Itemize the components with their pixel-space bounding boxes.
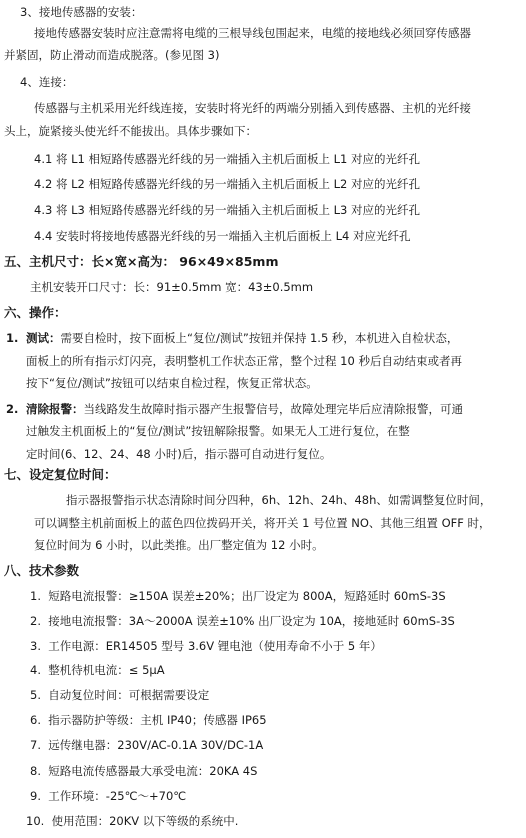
section-4-paragraph-line-2: 头上，旋紧接头使光纤不能拔出。具体步骤如下：	[4, 124, 257, 138]
spec-item	[30, 638, 382, 654]
test-number: 1.	[6, 331, 19, 345]
spec-text: 使用范围：20KV 以下等级的系统中.	[51, 814, 239, 828]
test-paragraph	[6, 330, 458, 346]
cutout-size-text: 主机安装开口尺寸：长：91±0.5mm 宽：43±0.5mm	[30, 280, 314, 294]
spec-number: 5.	[30, 688, 41, 702]
spec-text: 短路电流传感器最大承受电流：20KA 4S	[48, 764, 258, 778]
section-6-heading: 六、操作：	[4, 305, 67, 320]
spec-item	[30, 712, 267, 728]
spec-text: 指示器防护等级：主机 IP40；传感器 IP65	[48, 713, 267, 727]
spec-item	[30, 737, 263, 753]
spec-number: 3.	[30, 639, 41, 653]
spec-number: 10.	[26, 814, 45, 828]
section-8-heading: 八、技术参数	[4, 563, 80, 578]
spec-item	[30, 613, 455, 629]
spec-text: 整机待机电流：≤ 5μA	[48, 663, 165, 677]
spec-number: 8.	[30, 764, 41, 778]
connect-step: 4.1 将 L1 相短路传感器光纤线的另一端插入主机后面板上 L1 对应的光纤孔	[34, 152, 421, 166]
spec-item	[30, 763, 257, 779]
clear-alarm-text-line-1: 当线路发生故障时指示器产生报警信号，故障处理完毕后应清除报警，可通	[83, 402, 464, 416]
spec-text: 远传继电器：230V/AC-0.1A 30V/DC-1A	[48, 738, 264, 752]
test-label: 测试：	[26, 331, 61, 345]
section-4-paragraph-line-1: 传感器与主机采用光纤线连接，安装时将光纤的两端分别插入到传感器、主机的光纤接	[34, 101, 471, 115]
section-3-paragraph-line-1: 接地传感器安装时应注意需将电缆的三根导线包围起来，电缆的接地线必须回穿传感器	[34, 26, 471, 40]
reset-time-line-1: 指示器报警指示状态清除时间分四种，6h、12h、24h、48h、如需调整复位时间，	[66, 493, 492, 507]
section-5-heading: 五、主机尺寸：长×宽×高为： 96×49×85mm	[4, 254, 279, 269]
test-text-line-1: 需要自检时，按下面板上“复位/测试”按钮并保持 1.5 秒，本机进入自检状态，	[60, 331, 459, 345]
spec-text: 自动复位时间：可根据需要设定	[48, 688, 210, 702]
spec-number: 4.	[30, 663, 41, 677]
clear-alarm-number: 2.	[6, 402, 19, 416]
clear-alarm-text-line-3: 定时间(6、12、24、48 小时)后，指示器可自动进行复位。	[26, 447, 332, 461]
spec-number: 2.	[30, 614, 41, 628]
spec-number: 9.	[30, 789, 41, 803]
section-7-heading: 七、设定复位时间：	[4, 467, 117, 482]
spec-item	[30, 687, 209, 703]
spec-number: 6.	[30, 713, 41, 727]
section-3-heading: 3、接地传感器的安装：	[20, 5, 143, 19]
spec-number: 7.	[30, 738, 41, 752]
connect-step: 4.3 将 L3 相短路传感器光纤线的另一端插入主机后面板上 L3 对应的光纤孔	[34, 203, 421, 217]
spec-text: 短路电流报警：≥150A 误差±20%；出厂设定为 800A，短路延时 60mS-3S	[48, 589, 446, 603]
spec-item	[30, 788, 186, 804]
test-text-line-3: 按下“复位/测试”按钮可以结束自检过程，恢复正常状态。	[26, 376, 318, 390]
section-4-heading: 4、连接：	[20, 75, 74, 89]
spec-item	[30, 662, 165, 678]
clear-alarm-text-line-2: 过触发主机面板上的“复位/测试”按钮解除报警。如果无人工进行复位，在整	[26, 424, 410, 438]
spec-text: 工作环境：-25℃～+70℃	[48, 789, 187, 803]
reset-time-line-2: 可以调整主机前面板上的蓝色四位拨码开关，将开关 1 号位置 NO、其他三组置 OFF 时，	[34, 516, 491, 530]
clear-alarm-label: 清除报警：	[26, 402, 84, 416]
connect-step: 4.4 安装时将接地传感器光纤线的另一端插入主机后面板上 L4 对应光纤孔	[34, 229, 411, 243]
spec-text: 工作电源：ER14505 型号 3.6V 锂电池（使用寿命不小于 5 年）	[48, 639, 382, 653]
test-text-line-2: 面板上的所有指示灯闪亮，表明整机工作状态正常，整个过程 10 秒后自动结束或者再	[26, 354, 462, 368]
spec-item	[30, 588, 446, 604]
spec-item	[26, 813, 238, 829]
reset-time-line-3: 复位时间为 6 小时，以此类推。出厂整定值为 12 小时。	[34, 538, 324, 552]
spec-number: 1.	[30, 589, 41, 603]
spec-text: 接地电流报警：3A～2000A 误差±10% 出厂设定为 10A，接地延时 60mS-3S	[48, 614, 455, 628]
clear-alarm-paragraph	[6, 401, 463, 417]
section-3-paragraph-line-2: 并紧固，防止滑动而造成脱落。(参见图 3)	[4, 48, 220, 62]
connect-step: 4.2 将 L2 相短路传感器光纤线的另一端插入主机后面板上 L2 对应的光纤孔	[34, 177, 421, 191]
